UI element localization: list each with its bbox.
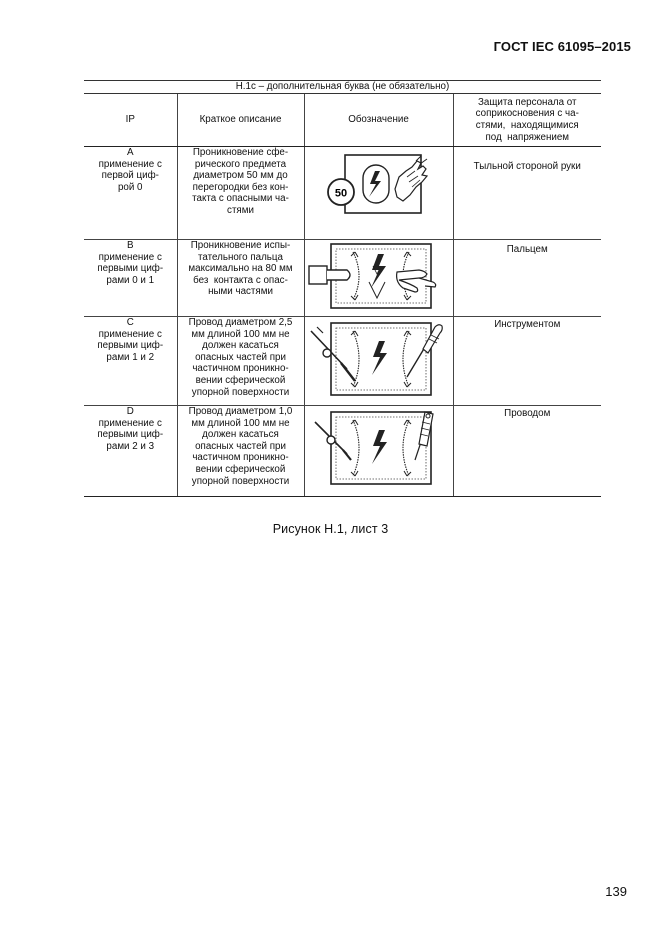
table-row	[84, 240, 601, 317]
table-row	[84, 317, 601, 406]
svg-text:50: 50	[334, 187, 347, 200]
protection-cell: Пальцем	[453, 240, 601, 317]
protection-cell: Проводом	[453, 406, 601, 497]
ip-code-cell: A применение с первой циф- рой 0	[84, 147, 177, 240]
document-header: ГОСТ IEC 61095–2015	[493, 39, 631, 54]
test-finger-icon	[307, 240, 451, 314]
ip-code-cell: B применение с первыми циф- рами 0 и 1	[84, 240, 177, 317]
description-cell: Проникновение сфе- рического предмета диаметром 50 мм до перегородки без кон- такта с опасными ча- стями	[177, 147, 304, 240]
tool-probe-icon	[307, 317, 451, 403]
protection-cell: Инструментом	[453, 317, 601, 406]
column-header-description: Краткое описание	[177, 94, 304, 147]
ip-code-cell: D применение с первыми циф- рами 2 и 3	[84, 406, 177, 497]
symbol-cell	[304, 240, 453, 317]
ip-code-cell: C применение с первыми циф- рами 1 и 2	[84, 317, 177, 406]
figure-caption: Рисунок Н.1, лист 3	[272, 522, 389, 536]
table-row	[84, 147, 601, 240]
symbol-cell	[304, 147, 453, 240]
column-header-ip: IP	[84, 94, 177, 147]
wire-probe-icon	[307, 406, 451, 494]
page-number: 139	[605, 884, 627, 899]
description-cell: Провод диаметром 1,0 мм длиной 100 мм не должен касаться опасных частей при частичном проникно- вении сферической упорной поверхности	[177, 406, 304, 497]
symbol-cell	[304, 317, 453, 406]
table-row	[84, 406, 601, 497]
protection-table	[84, 80, 601, 497]
description-cell: Проникновение испы- тательного пальца максимально на 80 мм без контакта с опас- ными частями	[177, 240, 304, 317]
table-caption: Н.1с – дополнительная буква (не обязательно)	[84, 81, 601, 94]
protection-cell: Тыльной стороной руки	[453, 147, 601, 240]
column-header-protection: Защита персонала от соприкосновения с ча- стями, находящимися под напряжением	[453, 94, 601, 147]
description-cell: Провод диаметром 2,5 мм длиной 100 мм не должен касаться опасных частей при частичном проникно- вении сферической упорной поверхности	[177, 317, 304, 406]
symbol-cell	[304, 406, 453, 497]
column-header-symbol: Обозначение	[304, 94, 453, 147]
sphere-50-hand-icon	[309, 147, 449, 235]
